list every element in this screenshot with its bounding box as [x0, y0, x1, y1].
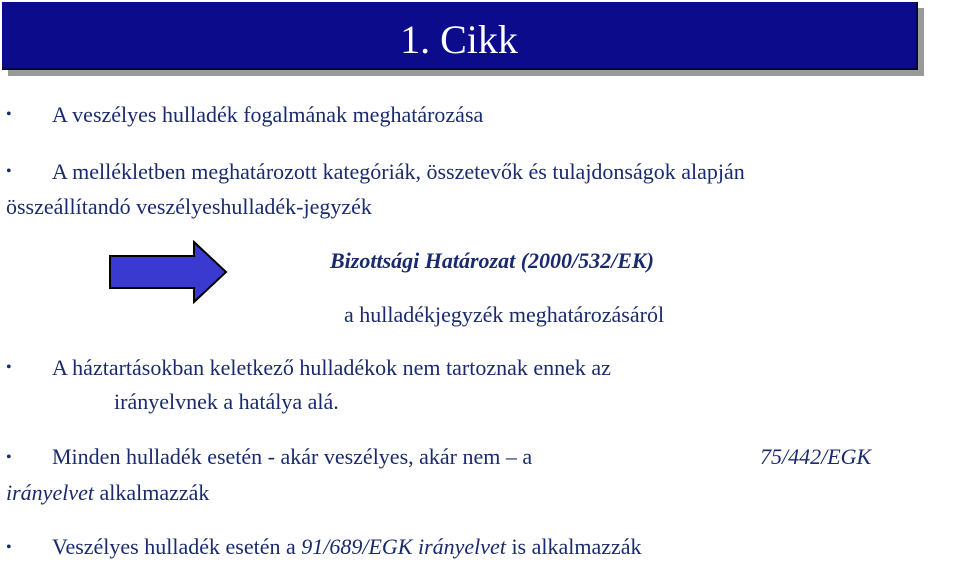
reference-title: Bizottsági Határozat (2000/532/EK) [330, 248, 654, 273]
bullet-dot: • [6, 163, 12, 180]
bullet-dot: • [6, 106, 12, 123]
bullet-5-text [52, 534, 642, 560]
bullet-4-line2 [6, 480, 209, 506]
bullet-5-directive-ref: 91/689/EGK [301, 534, 413, 559]
bullet-dot: • [6, 539, 12, 556]
bullet-2-line1: A mellékletben meghatározott kategóriák, összetevők és tulajdonságok alapján [52, 159, 745, 184]
bullet-2-line2: összeállítandó veszélyeshulladék-jegyzék [6, 194, 372, 219]
bullet-4-directive-word: irányelvet [6, 480, 94, 505]
bullet-5-prefix: Veszélyes hulladék esetén a [52, 534, 302, 559]
bullet-4-directive-ref: 75/442/EGK [760, 444, 872, 469]
bullet-5-directive-word: irányelvet [412, 534, 506, 559]
slide-title: 1. Cikk [400, 17, 518, 62]
bullet-3-line2: irányelvnek a hatálya alá. [114, 389, 339, 414]
bullet-4-line2-rest: alkalmazzák [93, 480, 210, 505]
bullet-1-text: A veszélyes hulladék fogalmának meghatározása [52, 102, 484, 127]
bullet-5-suffix: is alkalmazzák [505, 534, 642, 559]
bullet-dot: • [6, 359, 12, 376]
bullet-4-line1: Minden hulladék esetén - akár veszélyes, akár nem – a [52, 444, 533, 469]
reference-subtitle: a hulladékjegyzék meghatározásáról [344, 302, 665, 327]
title-bar [2, 2, 918, 70]
bullet-dot: • [6, 449, 12, 466]
bullet-3-line1: A háztartásokban keletkező hulladékok nem tartoznak ennek az [52, 355, 611, 380]
right-arrow-icon [108, 240, 228, 304]
